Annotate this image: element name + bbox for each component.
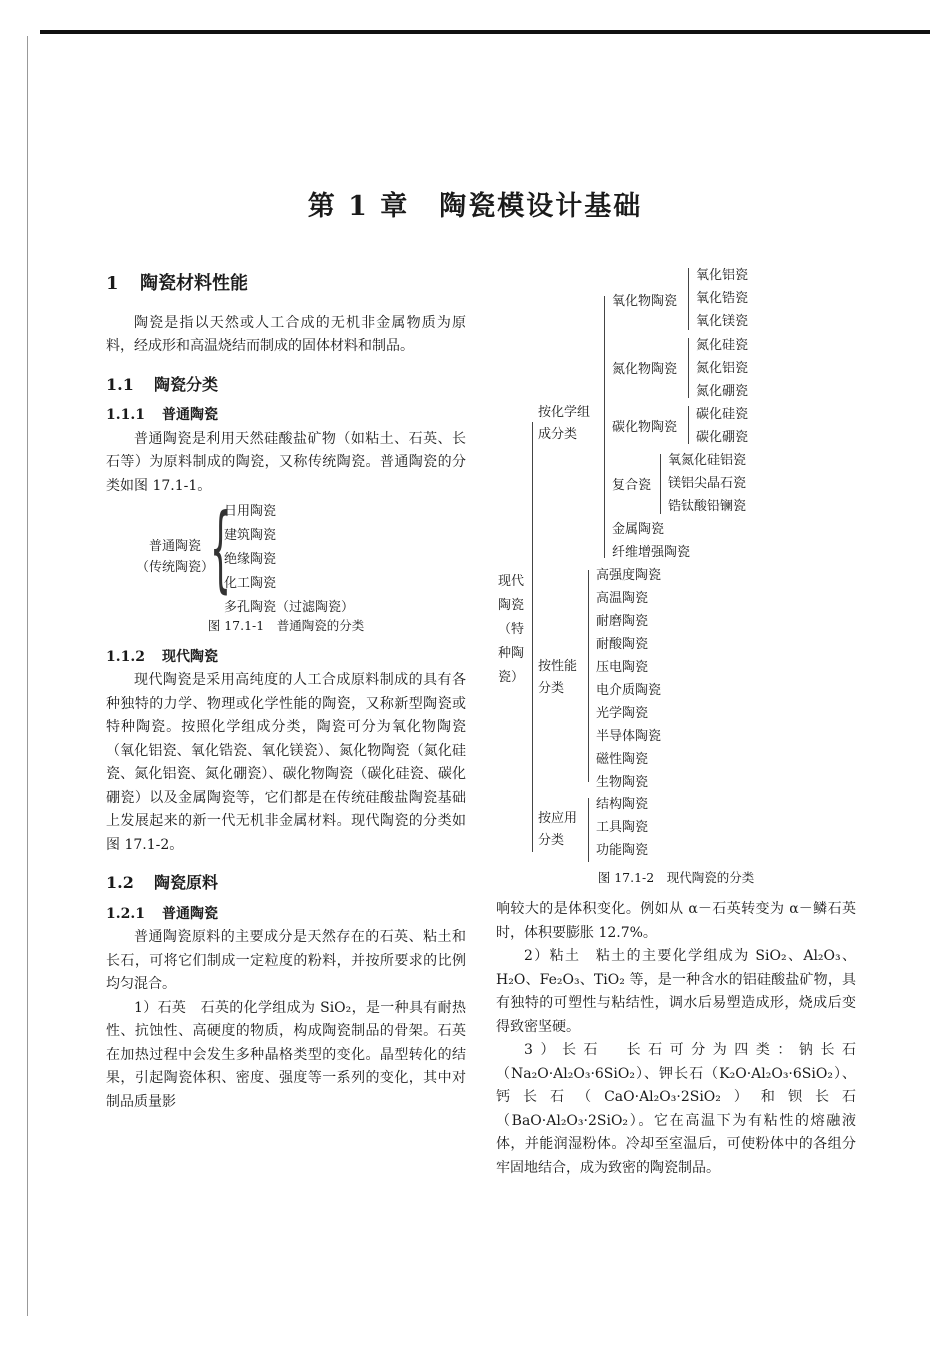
subsection-heading [106,373,466,397]
item-text: 长石可分为四类：钠长石（Na₂O·Al₂O₃·6SiO₂）、钾长石（K₂O·Al₂O₃·6SiO₂）、钙长石（CaO·Al₂O₃·2SiO₂）和钡长石（BaO·Al₂O₃·2SiO₂）。它在高温下为有粘性的熔融液体，并能润湿粉体。冷却至室温后，可使粉体中的各组分牢固地结合，成为致密的陶瓷制品。 [496,1042,856,1176]
item-label: 3）长石 [524,1042,606,1058]
fig2-oxide-items [696,264,748,333]
fig2-metal: 金属陶瓷 [612,522,665,537]
fig2-leaf: 镁铝尖晶石瓷 [668,476,747,491]
subsection-number: 1.2 [106,873,134,892]
paragraph-clay [496,945,856,1039]
fig2-leaf: 高强度陶瓷 [596,568,662,583]
fig2-fiber: 纤维增强陶瓷 [612,545,691,560]
subsubsection-number: 1.2.1 [106,905,145,922]
item-label: 2）粘土 [524,948,581,964]
fig2-main-bracket [532,422,533,852]
fig2-leaf: 耐酸陶瓷 [596,637,649,652]
paragraph: 普通陶瓷是利用天然硅酸盐矿物（如粘土、石英、长石等）为原料制成的陶瓷，又称传统陶瓷。普通陶瓷的分类如图 17.1-1。 [106,430,466,494]
fig2-leaf: 半导体陶瓷 [596,729,662,744]
fig2-composite-items [668,449,746,518]
fig2-perf-items [596,564,661,794]
figure-caption: 图 17.1-1 普通陶瓷的分类 [207,618,365,633]
figure-17-1-2 [496,262,796,902]
subsection-title: 陶瓷原料 [154,873,219,892]
fig2-branch-app [538,808,577,852]
item-text: 粘土的主要化学组成为 SiO₂、Al₂O₃、H₂O、Fe₂O₃、TiO₂ 等，是一种含水的铝硅酸盐矿物，具有独特的可塑性与粘结性，调水后易塑造成形，烧成后变得致密坚硬。 [496,948,856,1035]
fig2-branch-chem [538,402,590,446]
fig2-perf-bracket [588,570,589,782]
chapter-number: 第 1 章 [307,191,410,222]
fig2-branch-line: 分类 [538,681,565,696]
fig2-composite-bracket [660,454,661,514]
fig2-oxide-bracket [688,268,689,330]
paragraph-quartz [106,997,466,1115]
fig2-carbide: 碳化物陶瓷 [612,420,678,435]
fig2-leaf: 光学陶瓷 [596,706,649,721]
left-margin-rule [27,36,28,1316]
fig1-item: 绝缘陶瓷 [224,552,277,567]
chapter-name: 陶瓷模设计基础 [439,191,643,222]
subsection-heading [106,871,466,895]
fig2-leaf: 电介质陶瓷 [596,683,662,698]
fig1-root [136,536,214,578]
fig2-app-bracket [588,798,589,862]
fig2-leaf: 压电陶瓷 [596,660,649,675]
paragraph: 现代陶瓷是采用高纯度的人工合成原料制成的具有各种独特的力学、物理或化学性能的陶瓷，又称新型陶瓷或特种陶瓷。按照化学组成分类，陶瓷可分为氧化物陶瓷（氧化铝瓷、氧化锆瓷、氧化镁瓷）、氮化物陶瓷（氮化硅瓷、氮化铝瓷、氮化硼瓷）、碳化物陶瓷（碳化硅瓷、碳化硼瓷）以及金属陶瓷等，它们都是在传统硅酸盐陶瓷基础上发展起来的新一代无机非金属材料。现代陶瓷的分类如图 17.1-2。 [106,672,466,853]
fig2-root-line: 陶瓷 [498,598,525,613]
subsubsection-title: 普通陶瓷 [162,407,218,423]
item-label: 1）石英 [134,999,187,1016]
fig2-root-line: （特 [498,622,525,637]
fig2-app-items [596,793,648,862]
section-number: 1 [106,273,119,294]
fig2-nitride-bracket [688,338,689,398]
fig2-branch-line: 成分类 [538,427,578,442]
fig2-leaf: 功能陶瓷 [596,843,649,858]
fig2-leaf: 碳化硅瓷 [696,407,749,422]
fig1-item: 建筑陶瓷 [224,528,277,543]
fig2-leaf: 氮化硼瓷 [696,384,749,399]
fig2-composite: 复合瓷 [612,478,652,493]
fig2-leaf: 氧化锆瓷 [696,291,749,306]
chapter-title [0,184,950,223]
fig2-carbide-items [696,403,748,449]
fig2-leaf: 氮化铝瓷 [696,361,749,376]
brace-icon: { [210,494,231,603]
subsection-title: 陶瓷分类 [154,374,219,394]
fig2-nitride: 氮化物陶瓷 [612,362,678,377]
fig1-item: 多孔陶瓷（过滤陶瓷） [224,600,355,615]
fig2-leaf: 磁性陶瓷 [596,752,649,767]
subsubsection-heading [106,646,466,670]
subsubsection-number: 1.1.1 [106,407,145,423]
fig2-leaf: 结构陶瓷 [596,797,649,812]
fig2-leaf: 氮化硅瓷 [696,338,749,353]
item-text: 石英的化学组成为 SiO₂，是一种具有耐热性、抗蚀性、高硬度的物质，构成陶瓷制品的骨架。石英在加热过程中会发生多种晶格类型的变化。晶型转化的结果，引起陶瓷体积、密度、强度等一系列的变化，其中对制品质量影 [106,999,466,1110]
fig1-root-sublabel: （传统陶瓷） [136,560,215,575]
fig2-leaf: 碳化硼瓷 [696,430,749,445]
left-column [106,272,466,1114]
fig1-item: 日用陶瓷 [224,504,277,519]
fig1-item: 化工陶瓷 [224,576,277,591]
fig2-nitride-items [696,334,748,403]
subsection-number: 1.1 [106,374,134,394]
fig2-root [498,570,524,690]
right-column [496,898,856,1180]
fig2-carbide-bracket [688,406,689,444]
fig2-root-line: 种陶 [498,646,525,661]
fig2-leaf: 氧化镁瓷 [696,314,749,329]
fig2-leaf: 耐磨陶瓷 [596,614,649,629]
fig2-leaf: 锆钛酸铅镧瓷 [668,499,747,514]
fig2-branch-perf [538,656,577,700]
subsubsection-heading [106,404,466,428]
subsubsection-heading [106,903,466,927]
fig2-branch-line: 分类 [538,833,565,848]
paragraph: 陶瓷是指以天然或人工合成的无机非金属物质为原料，经成形和高温烧结而制成的固体材料和制品。 [106,314,466,354]
fig2-leaf: 氧化铝瓷 [696,268,749,283]
paragraph-feldspar [496,1039,856,1180]
section-heading [106,272,466,296]
fig2-oxide: 氧化物陶瓷 [612,294,678,309]
fig2-branch-line: 按化学组 [538,405,591,420]
figure-17-1-1 [106,494,466,628]
fig2-leaf: 生物陶瓷 [596,775,649,790]
fig2-branch-line: 按应用 [538,811,578,826]
fig2-chem-bracket [604,296,605,558]
fig2-leaf: 工具陶瓷 [596,820,649,835]
paragraph: 普通陶瓷原料的主要成分是天然存在的石英、粘土和长石，可将它们制成一定粒度的粉料，并按所要求的比例均匀混合。 [106,929,466,992]
fig1-items [224,500,354,620]
paragraph: 响较大的是体积变化。例如从 α－石英转变为 α－鳞石英时，体积要膨胀 12.7%。 [496,901,856,941]
subsubsection-number: 1.1.2 [106,648,145,665]
fig2-leaf: 高温陶瓷 [596,591,649,606]
top-rule [40,30,930,34]
figure-caption: 图 17.1-2 现代陶瓷的分类 [597,870,755,885]
fig2-root-line: 现代 [498,574,525,589]
fig1-root-label: 普通陶瓷 [149,539,202,554]
fig2-branch-line: 按性能 [538,659,578,674]
section-title: 陶瓷材料性能 [140,273,248,294]
fig2-root-line: 瓷） [498,670,525,685]
subsubsection-title: 现代陶瓷 [162,648,218,665]
fig2-leaf: 氧氮化硅铝瓷 [668,453,747,468]
subsubsection-title: 普通陶瓷 [162,905,218,922]
